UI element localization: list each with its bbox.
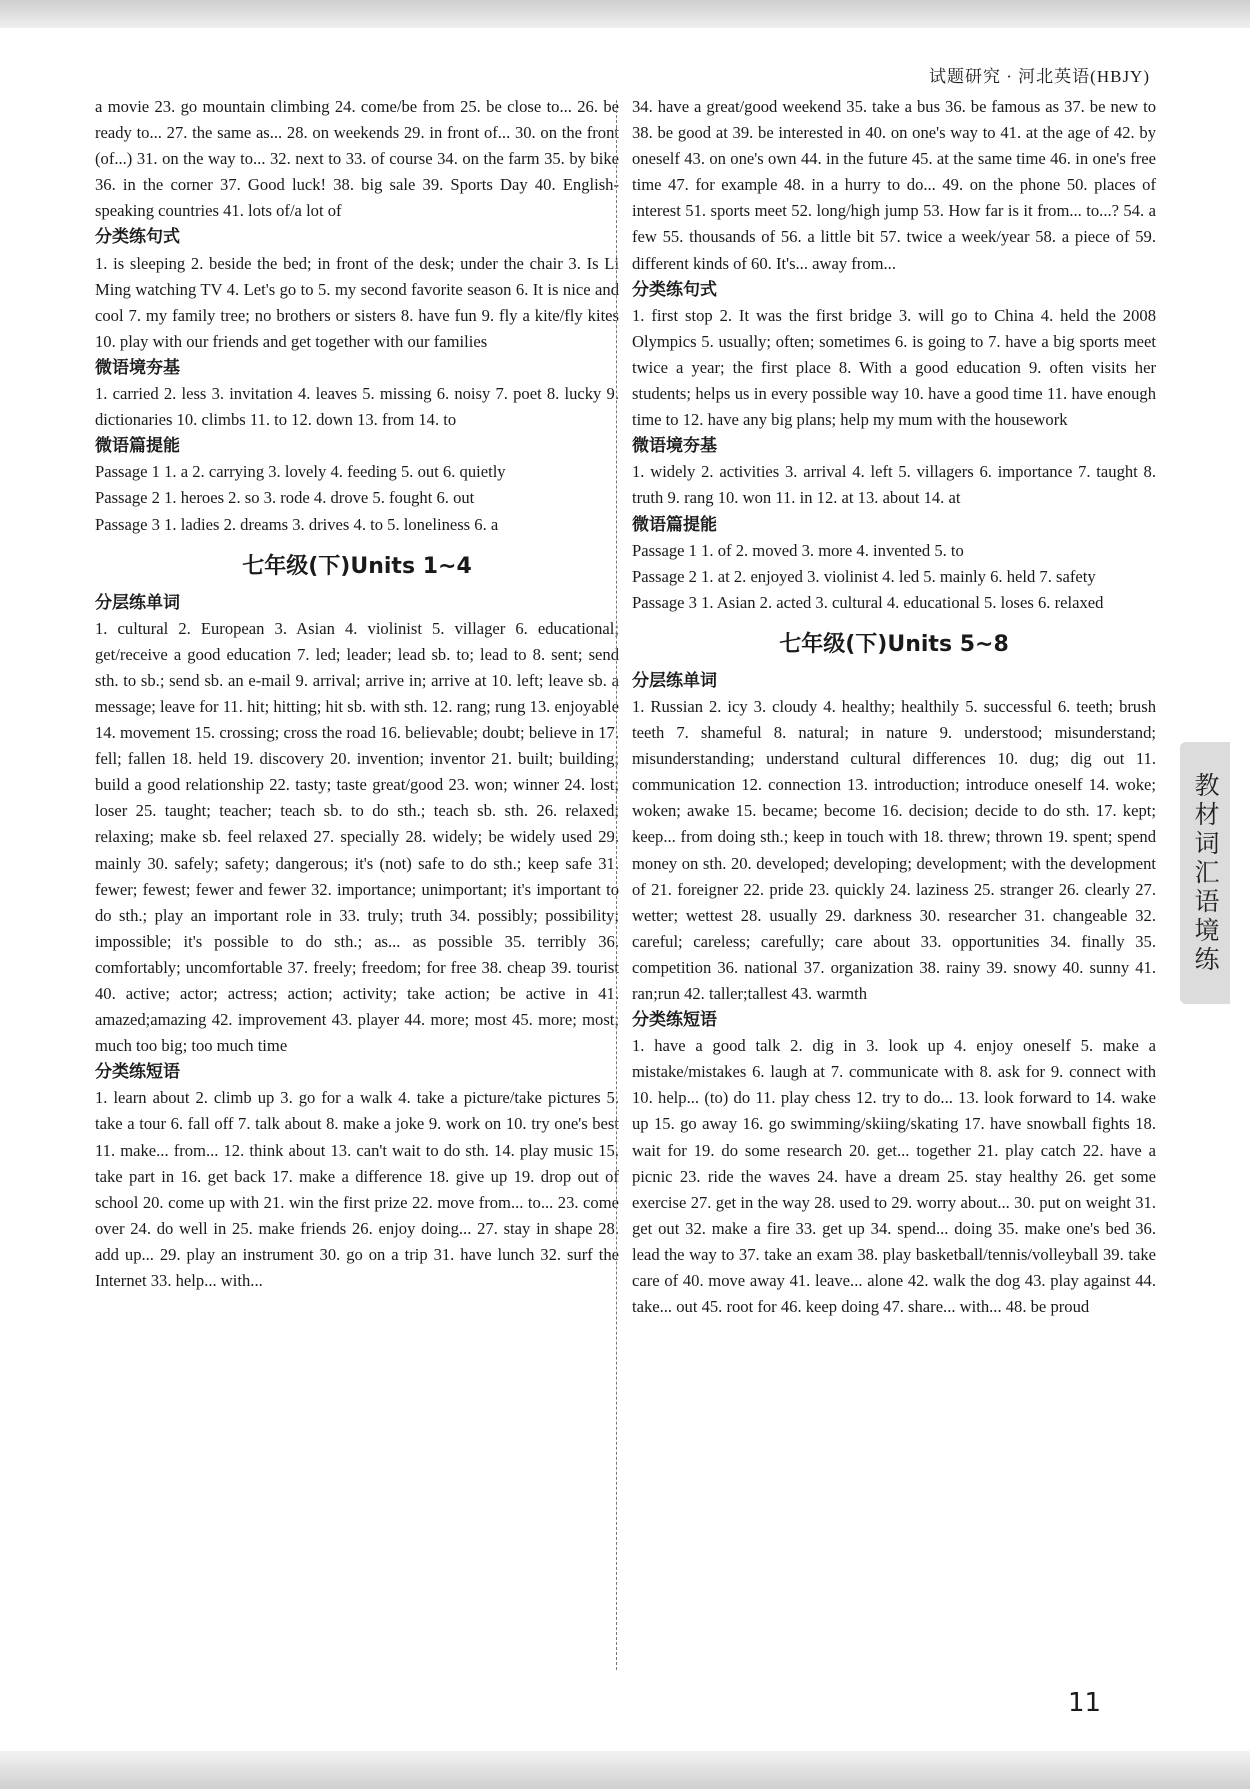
answer-paragraph: 1. is sleeping 2. beside the bed; in front of the desk; under the chair 3. Is Li Ming watching TV 4. Let's go to 5. my second favorite season 6. It is nice and cool 7. my family tree; no brothers or sisters 8. have fun 9. fly a kite/fly kites 10. play with our friends and get together with our families [95, 253, 619, 351]
answer-paragraph: Passage 3 1. ladies 2. dreams 3. drives 4. to 5. loneliness 6. a [95, 514, 499, 534]
answer-paragraph: 1. widely 2. activities 3. arrival 4. left 5. villagers 6. importance 7. taught 8. truth 9. rang 10. won 11. in 12. at 13. about 14. at [632, 462, 1156, 508]
answer-paragraph: 34. have a great/good weekend 35. take a bus 36. be famous as 37. be new to 38. be good at 39. be interested in 40. on one's way to 41. at the age of 42. by oneself 43. on one's own 44. in the future 45. at the same time 46. in one's free time 47. for example 48. in a hurry to do... 49. on the phone 50. places of interest 51. sports meet 52. long/high jump 53. How far is it from... to...? 54. a few 55. thousands of 56. a little bit 57. twice a week/year 58. a piece of 59. different kinds of 60. It's... away from... [632, 97, 1156, 273]
column-divider [616, 100, 617, 1670]
section-heading: 分类练短语 [95, 1062, 180, 1083]
left-column [95, 94, 619, 1294]
side-tab-label: 教材词汇语境练 [1191, 771, 1220, 975]
answer-paragraph: Passage 3 1. Asian 2. acted 3. cultural 4. educational 5. loses 6. relaxed [632, 592, 1104, 612]
section-heading: 分层练单词 [95, 592, 180, 613]
answer-paragraph: 1. learn about 2. climb up 3. go for a walk 4. take a picture/take pictures 5. take a tour 6. fall off 7. talk about 8. make a joke 9. work on 10. try one's best 11. make... from... 12. think about 13. can't wait to do sth. 14. play music 15. take part in 16. get back 17. make a difference 18. give up 19. drop out of school 20. come up with 21. win the first prize 22. move from... to... 23. come over 24. do well in 25. make friends 26. enjoy doing... 27. stay in shape 28. add up... 29. play an instrument 30. go on a trip 31. have lunch 32. surf the Internet 33. help... with... [95, 1088, 619, 1291]
bottom-scan-edge [0, 1751, 1250, 1789]
answer-paragraph: 1. Russian 2. icy 3. cloudy 4. healthy; healthily 5. successful 6. teeth; brush teeth 7. shameful 8. natural; in nature 9. understood; misunderstand; misunderstanding; understand cultural differences 10. dug; dig out 11. communication 12. connection 13. introduction; introduce oneself 14. woke; woken; awake 15. became; become 16. decision; decide to do sth. 17. kept; keep... from doing sth.; keep in touch with 18. threw; thrown 19. spent; spend money on sth. 20. developed; developing; development; with the development of 21. foreigner 22. pride 23. quickly 24. laziness 25. stranger 26. clearly 27. wetter; wettest 28. usually 29. darkness 30. researcher 31. changeable 32. careful; careless; carefully; care about 33. opportunities 34. finally 35. competition 36. national 37. organization 38. rainy 39. snowy 40. sunny 41. ran;run 42. taller;tallest 43. warmth [632, 696, 1156, 1003]
unit-title: 七年级(下)Units 5~8 [779, 631, 1009, 657]
section-heading: 分类练句式 [95, 227, 180, 248]
section-heading: 分类练短语 [632, 1010, 717, 1031]
unit-title: 七年级(下)Units 1~4 [242, 553, 472, 579]
answer-paragraph: Passage 2 1. at 2. enjoyed 3. violinist 4. led 5. mainly 6. held 7. safety [632, 566, 1096, 586]
answer-paragraph: 1. have a good talk 2. dig in 3. look up 4. enjoy oneself 5. make a mistake/mistakes 6. laugh at 7. communicate with 8. ask for 9. connect with 10. help... (to) do 11. play chess 12. try to do... 13. look forward to 14. wake up 15. go away 16. go swimming/skiing/skating 17. have snowball fights 18. wait for 19. do some research 20. get... together 21. play catch 22. have a picnic 23. ride the waves 24. have a dream 25. stay healthy 26. get some exercise 27. get in the way 28. used to 29. worry about... 30. put on weight 31. get out 32. make a fire 33. get up 34. spend... doing 35. make one's bed 36. lead the way to 37. take an exam 38. play basketball/tennis/volleyball 39. take care of 40. move away 41. leave... alone 42. walk the dog 43. play against 44. take... out 45. root for 46. keep doing 47. share... with... 48. be proud [632, 1036, 1156, 1317]
answer-paragraph: 1. first stop 2. It was the first bridge 3. will go to China 4. held the 2008 Olympics 5. usually; often; sometimes 6. is going to 7. have a big sports meet twice a year; the first place 8. With a good education 9. often visits her students; helps us in every possible way 10. have a good time 11. have enough time to 12. have any big plans; help my mum with the housework [632, 305, 1156, 430]
section-heading: 微语篇提能 [95, 436, 180, 457]
section-heading: 微语篇提能 [632, 514, 717, 535]
side-tab [1180, 742, 1230, 1004]
page-header: 试题研究 · 河北英语(HBJY) [929, 67, 1150, 86]
answer-paragraph: Passage 1 1. a 2. carrying 3. lovely 4. feeding 5. out 6. quietly [95, 462, 506, 482]
section-heading: 分层练单词 [632, 670, 717, 691]
top-scan-edge [0, 0, 1250, 28]
section-heading: 微语境夯基 [95, 357, 180, 378]
answer-paragraph: 1. cultural 2. European 3. Asian 4. violinist 5. villager 6. educational; get/receive a good education 7. led; leader; lead sb. to; lead to 8. sent; send sth. to sb.; send sb. an e-mail 9. arrival; arrive in; arrive at 10. left; leave sb. a message; leave for 11. hit; hitting; hit sb. with sth. 12. rang; rung 13. enjoyable 14. movement 15. crossing; cross the road 16. believable; doubt; believe in 17. fell; fallen 18. held 19. discovery 20. invention; inventor 21. built; building; build a good relationship 22. tasty; taste great/good 23. won; winner 24. lost; loser 25. taught; teacher; teach sb. to do sth.; teach sb. sth. 26. relaxed; relaxing; make sb. feel relaxed 27. specially 28. widely; be widely used 29. mainly 30. safely; safety; dangerous; it's (not) safe to do sth.; keep safe 31. fewer; fewest; fewer and fewer 32. importance; unimportant; it's important to do sth.; play an important role in 33. truly; truth 34. possibly; possibility; impossible; it's possible to do sth.; as... as possible 35. terribly 36. comfortably; uncomfortable 37. freely; freedom; for free 38. cheap 39. tourist 40. active; actor; actress; action; activity; take action; be active in 41. amazed;amazing 42. improvement 43. player 44. more; most 45. more; most; much too big; too much time [95, 618, 619, 1056]
section-heading: 微语境夯基 [632, 436, 717, 457]
section-heading: 分类练句式 [632, 279, 717, 300]
answer-paragraph: a movie 23. go mountain climbing 24. come/be from 25. be close to... 26. be ready to... 27. the same as... 28. on weekends 29. in front of... 30. on the front (of...) 31. on the way to... 32. next to 33. of course 34. on the farm 35. by bike 36. in the corner 37. Good luck! 38. big sale 39. Sports Day 40. English-speaking countries 41. lots of/a lot of [95, 97, 619, 221]
page-number: 11 [1068, 1688, 1102, 1718]
right-column [632, 94, 1156, 1320]
answer-paragraph: Passage 2 1. heroes 2. so 3. rode 4. drove 5. fought 6. out [95, 488, 475, 508]
answer-paragraph: Passage 1 1. of 2. moved 3. more 4. invented 5. to [632, 540, 964, 560]
answer-paragraph: 1. carried 2. less 3. invitation 4. leaves 5. missing 6. noisy 7. poet 8. lucky 9. dictionaries 10. climbs 11. to 12. down 13. from 14. to [95, 384, 619, 430]
